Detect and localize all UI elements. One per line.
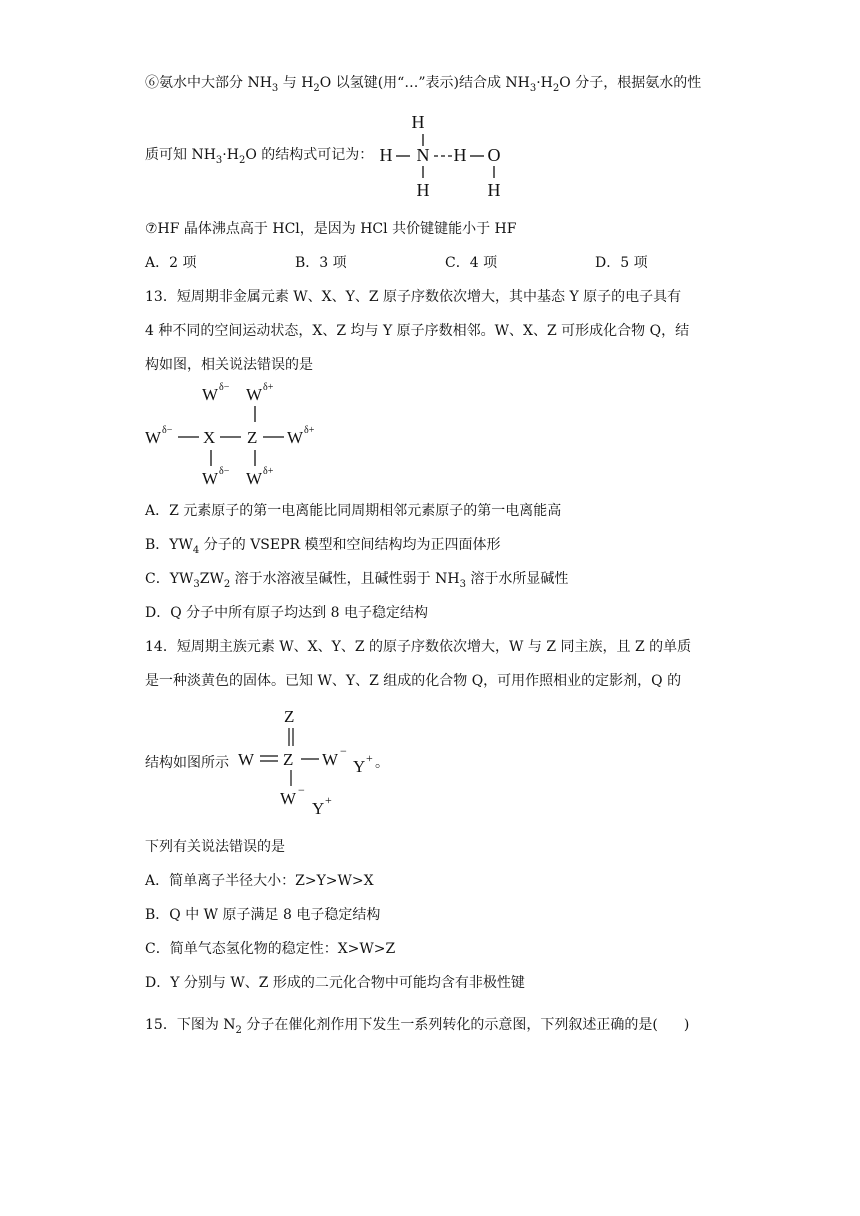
- item6-line1: ⑥氨水中大部分 $NH_3$ 与 $H_2O$ 以氢键(用“…”表示)结合成 $NH_3\cdot H_2O$ 分子，根据氨水的性: [145, 75, 702, 94]
- atom-w-bottom: W: [280, 789, 297, 808]
- q13-stem-line3: 构如图，相关说法错误的是: [145, 357, 313, 373]
- q13-structure-diagram: [145, 380, 325, 490]
- w-top-left: W: [202, 385, 219, 404]
- atom-n: N: [416, 145, 430, 165]
- nh3h2o-structure-diagram: [378, 108, 508, 206]
- q14-option-a[interactable]: A．简单离子半径大小：Z>Y>W>X: [145, 873, 374, 889]
- atom-h-bottom-n: H: [416, 180, 430, 200]
- atom-w-left: W: [238, 750, 255, 769]
- item7: ⑦HF 晶体沸点高于 HCl，是因为 HCl 共价键键能小于 HF: [145, 221, 517, 237]
- delta-plus-bottom-right: δ+: [263, 466, 274, 477]
- q15-stem: 15．下图为 $N_2$ 分子在催化剂作用下发生一系列转化的示意图，下列叙述正确的是( ): [145, 1017, 690, 1036]
- q14-stem-line1: 14．短周期主族元素 W、X、Y、Z 的原子序数依次增大，W 与 Z 同主族，且 Z 的单质: [145, 639, 692, 655]
- q14-option-b[interactable]: B．Q 中 W 原子满足 8 电子稳定结构: [145, 907, 381, 923]
- atom-o: O: [487, 145, 501, 165]
- q13-option-c[interactable]: C．$YW_3ZW_2$ 溶于水溶液呈碱性，且碱性弱于 $NH_3$ 溶于水所显碱性: [145, 571, 569, 590]
- delta-minus-top-left: δ−: [219, 382, 230, 393]
- q12-option-c[interactable]: C．4 项: [445, 255, 498, 271]
- atom-x: X: [203, 428, 216, 447]
- w-top-right: W: [246, 385, 263, 404]
- delta-plus-right: δ+: [304, 425, 315, 436]
- plus-right: +: [366, 751, 373, 765]
- delta-minus-left: δ−: [162, 425, 173, 436]
- minus-right: −: [340, 744, 347, 758]
- atom-h-bridge: H: [453, 145, 467, 165]
- delta-minus-bottom-left: δ−: [219, 466, 230, 477]
- q13-option-d[interactable]: D．Q 分子中所有原子均达到 8 电子稳定结构: [145, 605, 428, 621]
- atom-z-top: Z: [284, 707, 295, 726]
- q14-option-c[interactable]: C．简单气态氢化物的稳定性：X>W>Z: [145, 941, 396, 957]
- q14-stem-line2: 是一种淡黄色的固体。已知 W、Y、Z 组成的化合物 Q，可用作照相业的定影剂，Q 的: [145, 673, 682, 689]
- minus-bottom: −: [298, 783, 305, 797]
- q12-option-d[interactable]: D．5 项: [595, 255, 648, 271]
- q13-option-a[interactable]: A．Z 元素原子的第一电离能比同周期相邻元素原子的第一电离能高: [145, 503, 562, 519]
- w-bottom-right: W: [246, 469, 263, 488]
- q14-option-d[interactable]: D．Y 分别与 W、Z 形成的二元化合物中可能均含有非极性键: [145, 975, 525, 991]
- cation-y-right: Y: [353, 757, 366, 776]
- cation-y-bottom: Y: [312, 799, 325, 818]
- q13-stem-line2: 4 种不同的空间运动状态，X、Z 均与 Y 原子序数相邻。W、X、Z 可形成化合物 Q，结: [145, 323, 690, 339]
- q12-option-b[interactable]: B．3 项: [295, 255, 347, 271]
- plus-bottom: +: [325, 793, 332, 807]
- q14-stem-line4: 下列有关说法错误的是: [145, 839, 285, 855]
- q14-stem-line3: 结构如图所示 。: [145, 755, 389, 771]
- atom-h-top: H: [411, 112, 425, 132]
- q13-stem-line1: 13．短周期非金属元素 W、X、Y、Z 原子序数依次增大，其中基态 Y 原子的电子具有: [145, 289, 682, 305]
- w-right: W: [287, 428, 304, 447]
- atom-h-left: H: [379, 145, 393, 165]
- atom-w-right: W: [322, 750, 339, 769]
- q12-options: [145, 253, 765, 273]
- atom-z-center: Z: [283, 750, 294, 769]
- q14-structure-diagram: [236, 702, 386, 822]
- w-bottom-left: W: [202, 469, 219, 488]
- w-left: W: [145, 428, 162, 447]
- atom-h-bottom-o: H: [487, 180, 501, 200]
- q12-option-a[interactable]: A．2 项: [145, 255, 197, 271]
- q13-option-b[interactable]: B．$YW_4$ 分子的 VSEPR 模型和空间结构均为正四面体形: [145, 537, 501, 556]
- delta-plus-top-right: δ+: [263, 382, 274, 393]
- atom-z: Z: [247, 428, 258, 447]
- item6-line2: 质可知 $NH_3\cdot H_2O$ 的结构式可记为：: [145, 147, 374, 166]
